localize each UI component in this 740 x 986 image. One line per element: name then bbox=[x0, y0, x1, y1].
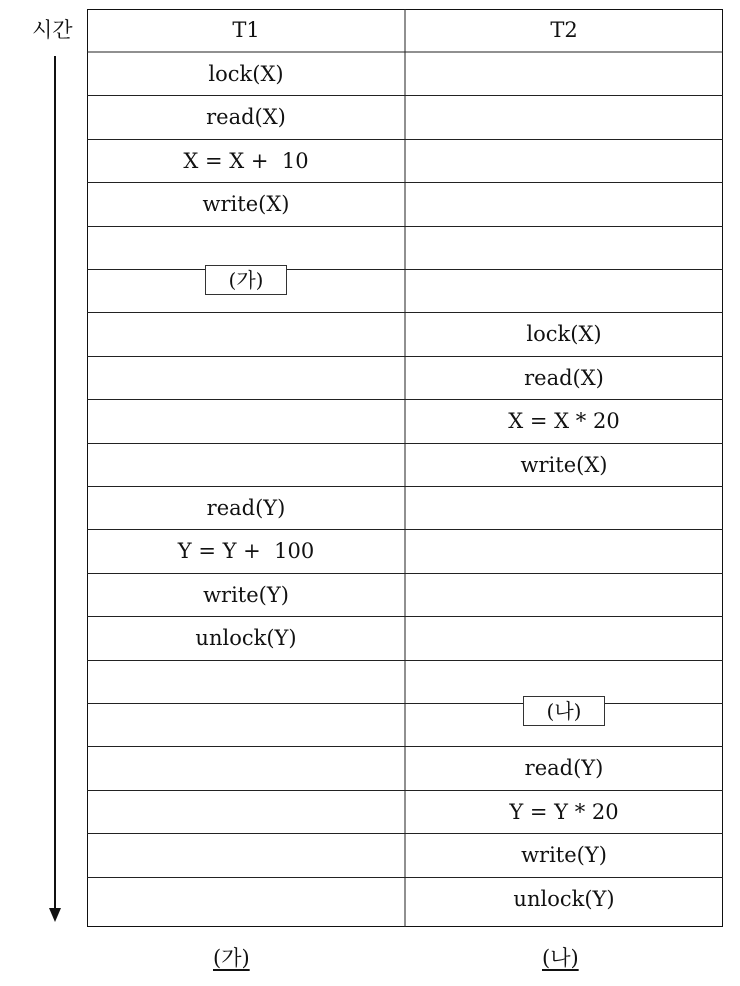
column-header-t1: T1 bbox=[232, 18, 260, 42]
cell-t1: unlock(Y) bbox=[195, 626, 297, 651]
cell-t1: read(X) bbox=[206, 105, 286, 130]
cell-t2: Y = Y * 20 bbox=[509, 799, 619, 824]
cell-t1: Y = Y + 100 bbox=[177, 539, 315, 564]
cell-t2: unlock(Y) bbox=[513, 886, 615, 911]
cell-t1: lock(X) bbox=[208, 62, 284, 86]
cell-t2: write(X) bbox=[520, 452, 608, 477]
cell-t2: read(X) bbox=[524, 365, 604, 390]
column-header-t2: T2 bbox=[550, 18, 578, 42]
marker-ga: (가) bbox=[205, 265, 287, 295]
cell-t2: X = X * 20 bbox=[508, 409, 620, 434]
time-axis-label: 시간 bbox=[32, 18, 73, 42]
marker-na: (나) bbox=[523, 696, 605, 726]
legend-ga: (가) bbox=[213, 946, 250, 970]
cell-t1: write(X) bbox=[202, 192, 290, 217]
cell-t1: read(Y) bbox=[206, 496, 286, 520]
cell-t1: write(Y) bbox=[203, 582, 289, 607]
cell-t2: lock(X) bbox=[526, 322, 602, 347]
legend-na: (나) bbox=[542, 946, 579, 970]
cell-t1: X = X + 10 bbox=[183, 148, 309, 173]
cell-t2: read(Y) bbox=[524, 756, 604, 781]
schedule-table bbox=[87, 9, 723, 927]
time-arrow-icon bbox=[46, 56, 66, 926]
cell-t2: write(Y) bbox=[521, 843, 607, 868]
